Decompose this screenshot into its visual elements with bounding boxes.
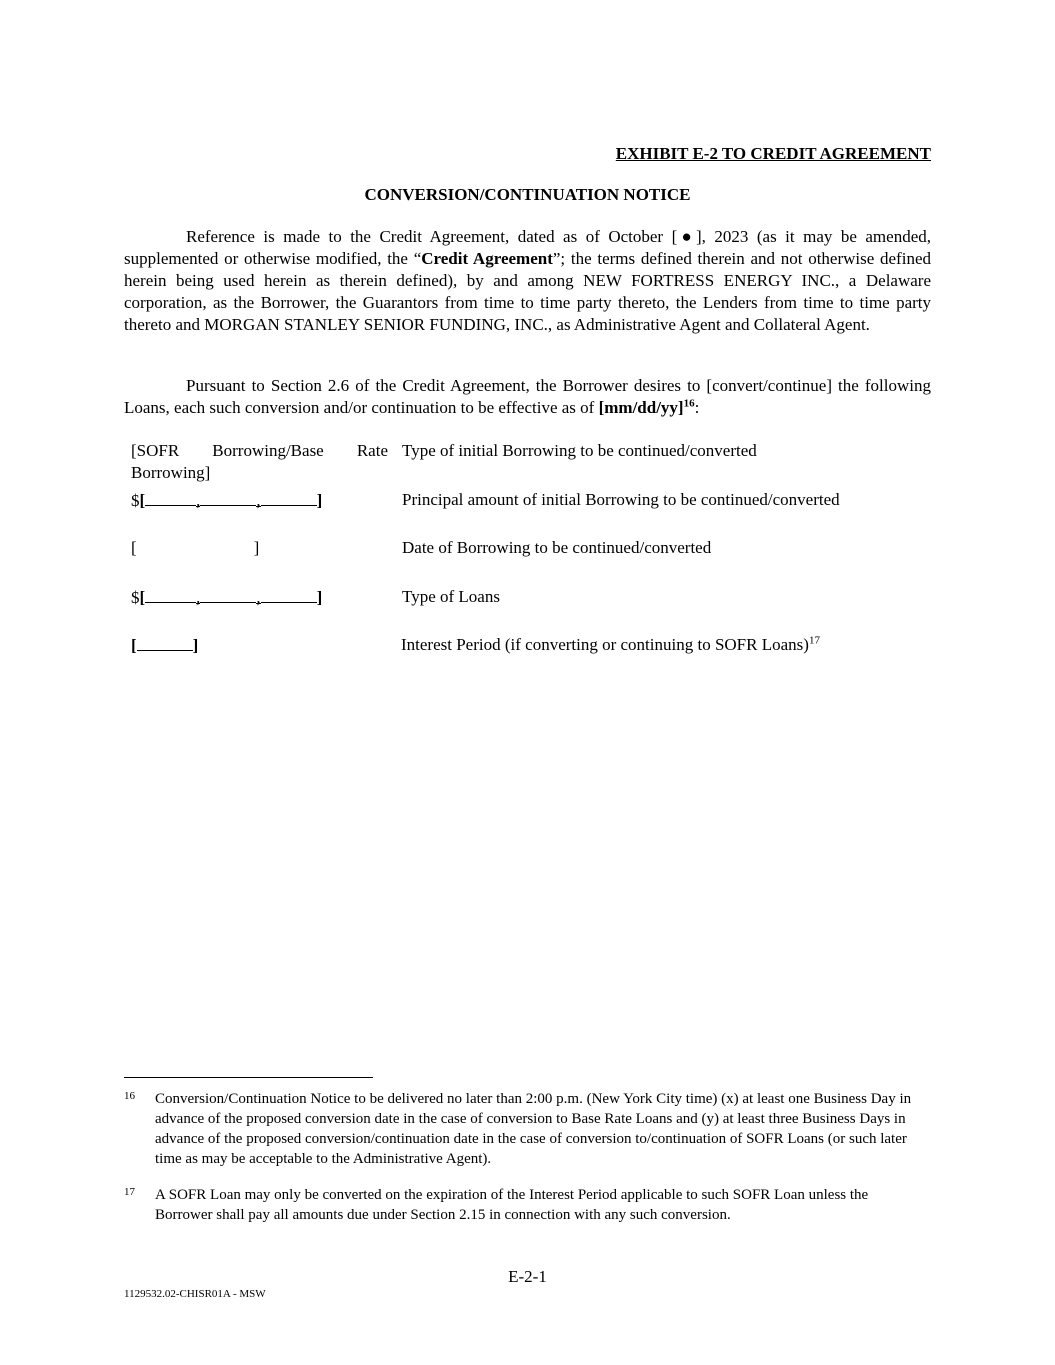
interest-period-label — [401, 634, 820, 656]
interest-period-field — [131, 634, 388, 657]
footnote-ref-16: 16 — [683, 397, 695, 410]
pursuant-paragraph — [124, 375, 931, 419]
close-bracket: ] — [316, 588, 323, 607]
effective-date-placeholder: [mm/dd/yy] — [598, 398, 684, 417]
open-bracket: [ — [139, 491, 146, 510]
footnote-mark: 17 — [124, 1186, 135, 1198]
reference-text-part2: ”; the terms defined therein and not otherwise defined herein being used herein as therein defined), by and among NEW FORTRESS ENERGY INC., a Delaware corporation, as the Borrower, the Guarantors from time to time party thereto, the Lenders from time to time party thereto and MORGAN STANLEY SENIOR FUNDING, INC., as Administrative Agent and Collateral Agent. — [124, 249, 931, 334]
dollar-sign: $ — [131, 588, 140, 607]
blank-line — [261, 489, 317, 506]
footnote-ref-17: 17 — [808, 634, 820, 647]
comma: , — [256, 491, 261, 510]
footnote-text: A SOFR Loan may only be converted on the expiration of the Interest Period applicable to such SOFR Loan unless the Borrower shall pay all amounts due under Section 2.15 in connection with any such conversion. — [155, 1187, 869, 1223]
borrowing-date-field — [131, 537, 388, 559]
borrowing-type-field — [131, 440, 388, 484]
comma: , — [196, 491, 201, 510]
open-bracket: [ — [131, 538, 137, 557]
credit-agreement-term: Credit Agreement — [421, 249, 553, 268]
interest-period-text: Interest Period (if converting or continuing to SOFR Loans) — [401, 635, 809, 654]
footnote-mark: 16 — [124, 1090, 135, 1102]
blank-line — [137, 634, 193, 651]
close-bracket: ] — [316, 491, 323, 510]
footnote-separator — [124, 1077, 373, 1078]
close-bracket: ] — [253, 538, 260, 557]
principal-amount-label: Principal amount of initial Borrowing to be continued/converted — [402, 490, 840, 509]
page-number: E-2-1 — [508, 1267, 547, 1286]
borrowing-type-line-2: Borrowing] — [131, 463, 211, 482]
blank-line — [200, 489, 256, 506]
comma: , — [196, 588, 201, 607]
document-id: 1129532.02-CHISR01A - MSW — [124, 1288, 266, 1300]
dollar-sign: $ — [131, 491, 140, 510]
blank-line — [261, 586, 317, 603]
borrowing-date-label: Date of Borrowing to be continued/converted — [402, 538, 712, 557]
open-bracket: [ — [139, 588, 146, 607]
open-bracket: [ — [131, 636, 137, 655]
blank-line — [145, 489, 196, 506]
borrowing-type-word-3: Rate — [356, 441, 388, 460]
close-bracket: ] — [192, 636, 199, 655]
notice-title: CONVERSION/CONTINUATION NOTICE — [364, 185, 691, 204]
pursuant-text-part1: Pursuant to Section 2.6 of the Credit Agreement, the Borrower desires to [convert/continue] the following Loans, each such conversion and/or continuation to be effective as of — [124, 376, 931, 417]
pursuant-text-part3: : — [694, 398, 700, 417]
comma: , — [256, 588, 261, 607]
blank-line — [200, 586, 256, 603]
footnote-text: Conversion/Continuation Notice to be delivered no later than 2:00 p.m. (New York City time) (x) at least one Business Day in advance of the proposed conversion date in the case of conversion to Base Rate Loans and (y) at least three Business Days in advance of the proposed conversion/continuation date in the case of conversion to/continuation of SOFR Loans (or such later time as may be acceptable to the Administrative Agent). — [155, 1091, 912, 1167]
principal-amount-field — [131, 489, 388, 512]
reference-paragraph — [124, 226, 931, 336]
reference-text-part1: Reference is made to the Credit Agreement, dated as of October [●], 2023 (as it may be amended, supplemented or otherwise modified, the “ — [124, 227, 931, 268]
loan-type-field — [131, 586, 388, 609]
loan-type-label: Type of Loans — [402, 587, 500, 606]
borrowing-type-word-2: Borrowing/Base — [212, 441, 324, 460]
borrowing-type-word-1: [SOFR — [131, 441, 180, 460]
borrowing-type-label: Type of initial Borrowing to be continued/converted — [402, 441, 757, 460]
blank-line — [145, 586, 196, 603]
exhibit-title: EXHIBIT E-2 TO CREDIT AGREEMENT — [615, 144, 931, 163]
